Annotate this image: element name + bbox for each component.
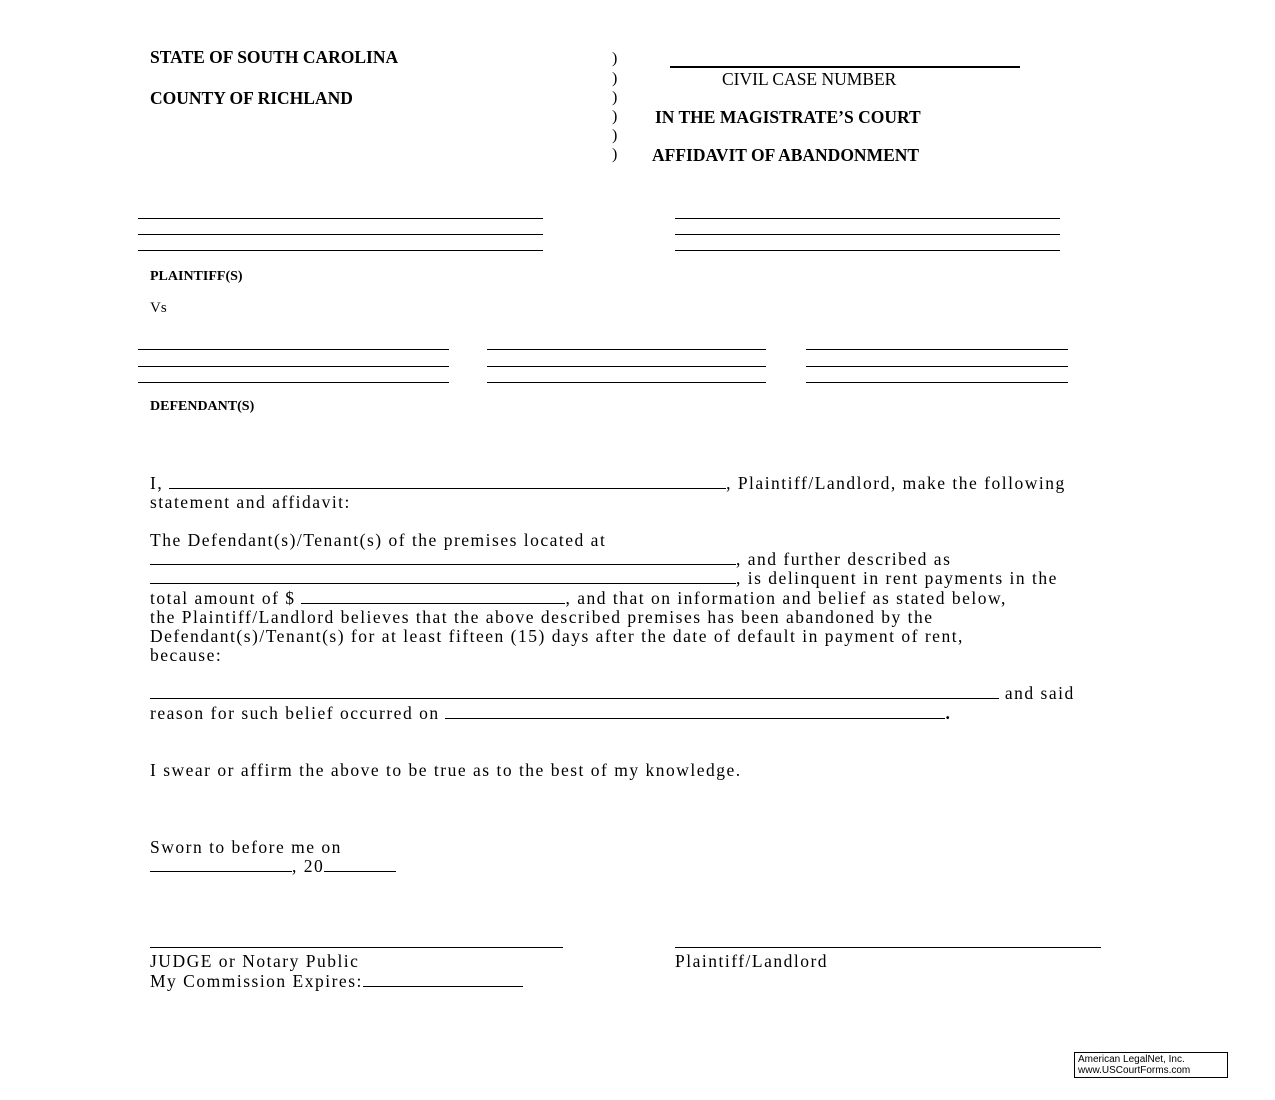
judge-signature-line[interactable] [150, 947, 563, 948]
text: , and further described as [736, 549, 952, 569]
paren: ) [612, 70, 618, 87]
county-heading: COUNTY OF RICHLAND [150, 88, 353, 108]
publisher-stamp [1074, 1052, 1228, 1078]
vs-label: Vs [150, 300, 167, 316]
state-heading: STATE OF SOUTH CAROLINA [150, 47, 399, 67]
reason-field[interactable] [150, 684, 999, 699]
sworn-date-field[interactable] [150, 857, 292, 872]
plaintiff-signature-line[interactable] [675, 947, 1101, 948]
sworn-year-field[interactable] [324, 857, 396, 872]
text: reason for such belief occurred on [150, 703, 440, 723]
text: statement and affidavit: [150, 492, 351, 512]
amount-field[interactable] [301, 589, 565, 604]
premises-description-field[interactable] [150, 569, 736, 584]
text: . [945, 703, 952, 723]
publisher-url: www.USCourtForms.com [1078, 1065, 1191, 1076]
text: because: [150, 645, 223, 665]
text: total amount of $ [150, 588, 296, 608]
sworn-text: Sworn to before me on [150, 837, 342, 857]
belief-date-field[interactable] [445, 704, 945, 719]
plaintiff-name-field[interactable] [169, 474, 726, 489]
premises-address-field[interactable] [150, 550, 736, 565]
text: The Defendant(s)/Tenant(s) of the premises located at [150, 530, 607, 550]
court-heading: IN THE MAGISTRATE’S COURT [655, 107, 921, 127]
commission-date-field[interactable] [363, 972, 523, 987]
defendants-label: DEFENDANT(S) [150, 399, 255, 414]
text: and said [1004, 683, 1075, 703]
text: the Plaintiff/Landlord believes that the above described premises has been abandoned by the [150, 607, 934, 627]
judge-label: JUDGE or Notary Public [150, 951, 360, 971]
plaintiff-label: Plaintiff/Landlord [675, 951, 829, 971]
paren: ) [612, 50, 618, 67]
text: , 20 [292, 856, 325, 876]
paren: ) [612, 146, 618, 163]
text: , is delinquent in rent payments in the [736, 568, 1058, 588]
paren: ) [612, 108, 618, 125]
case-number-label: CIVIL CASE NUMBER [722, 69, 897, 89]
plaintiffs-label: PLAINTIFF(S) [150, 269, 243, 284]
commission-label: My Commission Expires: [150, 971, 363, 991]
case-number-field[interactable] [670, 66, 1020, 68]
form-title: AFFIDAVIT OF ABANDONMENT [652, 145, 920, 165]
paren: ) [612, 89, 618, 106]
oath-text: I swear or affirm the above to be true as to the best of my knowledge. [150, 760, 742, 780]
text: Defendant(s)/Tenant(s) for at least fifteen (15) days after the date of default in payment of rent, [150, 626, 964, 646]
text: , and that on information and belief as stated below, [565, 588, 1007, 608]
paren: ) [612, 127, 618, 144]
text: I, [150, 473, 164, 493]
publisher-name: American LegalNet, Inc. [1078, 1054, 1185, 1065]
text: , Plaintiff/Landlord, make the following [726, 473, 1066, 493]
